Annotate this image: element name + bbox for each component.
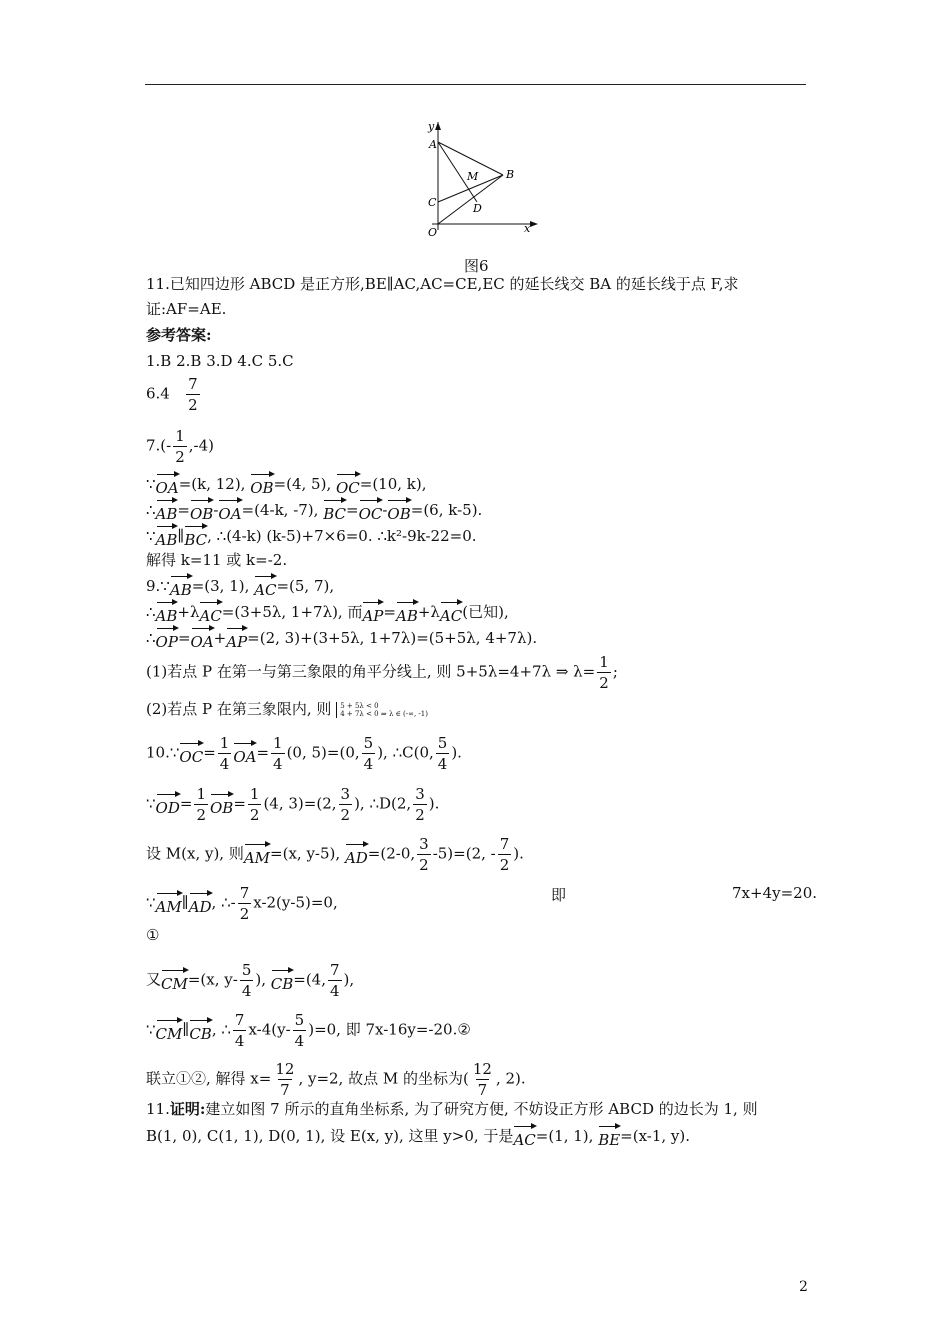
question-11-line1: 11.已知四边形 ABCD 是正方形,BE∥AC,AC=CE,EC 的延长线交 BA 的延长线于点 F,求 bbox=[146, 275, 739, 293]
point-m-label: M bbox=[467, 170, 479, 183]
answers-title: 参考答案: bbox=[146, 326, 212, 344]
fraction: $\frac{1}{2}$ bbox=[175, 427, 185, 466]
x-axis-label: x bbox=[524, 222, 531, 235]
question-11-line2: 证:AF=AE. bbox=[146, 300, 227, 318]
answer-7: 7.(- $\frac{1}{2}$ ,-4) bbox=[146, 427, 215, 466]
answer-10-line2: ∵OD= $\frac{1}{2}$ OB= $\frac{1}{2}$ (4, 3)=(2, $\frac{3}{2}$ ), ∴D(2, $\frac{3}{2}$ ). bbox=[146, 785, 440, 824]
figure-6 bbox=[410, 118, 540, 246]
answer-10-line4: ∵AM∥AD, ∴- $\frac{7}{2}$ x-2(y-5)=0, bbox=[146, 884, 338, 923]
answer-8-line4: 解得 k=11 或 k=-2. bbox=[146, 551, 288, 569]
figure-caption: 图6 bbox=[464, 257, 489, 275]
answer-6: 6.4 $\frac{7}{2}$ bbox=[146, 375, 198, 414]
answer-10-line3: 设 M(x, y), 则AM=(x, y-5), AD=(2-0, $\frac{3}{2}$ -5)=(2, - $\frac{7}{2}$ ). bbox=[146, 835, 524, 874]
answer-11-line1: 11.证明:建立如图 7 所示的直角坐标系, 为了研究方便, 不妨设正方形 ABCD 的边长为 1, 则 bbox=[146, 1100, 758, 1118]
answer-10-line1: 10.∵OC= $\frac{1}{4}$ OA= $\frac{1}{4}$ (0, 5)=(0, $\frac{5}{4}$ ), ∴C(0, $\frac{5}{4}$ ). bbox=[146, 734, 462, 773]
answer-10-line7: ∵CM∥CB, ∴ $\frac{7}{4}$ x-4(y- $\frac{5}{4}$ )=0, 即 7x-16y=-20.② bbox=[146, 1011, 471, 1050]
answer-8-line2: ∴AB=OB-OA=(4-k, -7), BC=OC-OB=(6, k-5). bbox=[146, 498, 482, 524]
fraction: $\frac{1}{2}$ bbox=[599, 653, 609, 692]
answer-9-line2: ∴AB+λAC=(3+5λ, 1+7λ), 而AP=AB+λAC(已知), bbox=[146, 600, 509, 626]
point-c-label: C bbox=[428, 196, 437, 209]
answer-10-line6: 又CM=(x, y- $\frac{5}{4}$ ), CB=(4, $\frac{7}{4}$ ), bbox=[146, 961, 355, 1000]
answer-10-line4-mid: 即 bbox=[551, 886, 567, 904]
point-a-label: A bbox=[429, 138, 437, 151]
answer-10-line8: 联立①②, 解得 x= $\frac{12}{7}$ , y=2, 故点 M 的坐标为( $\frac{12}{7}$ , 2). bbox=[146, 1060, 526, 1099]
point-d-label: D bbox=[473, 202, 482, 215]
fraction: $\frac{7}{2}$ bbox=[188, 375, 198, 414]
answer-8-line1: ∵OA=(k, 12), OB=(4, 5), OC=(10, k), bbox=[146, 472, 427, 498]
answer-1-5: 1.B 2.B 3.D 4.C 5.C bbox=[146, 352, 294, 370]
answer-9-line4: (1)若点 P 在第一与第三象限的角平分线上, 则 5+5λ=4+7λ ⇒ λ= $\frac{1}{2}$ ; bbox=[146, 653, 618, 692]
answer-8-line3: ∵AB∥BC, ∴(4-k) (k-5)+7×6=0. ∴k²-9k-22=0. bbox=[146, 524, 477, 550]
answer-9-line1: 9.∵AB=(3, 1), AC=(5, 7), bbox=[146, 574, 334, 600]
answer-11-line2: B(1, 0), C(1, 1), D(0, 1), 设 E(x, y), 这里 y>0, 于是AC=(1, 1), BE=(x-1, y). bbox=[146, 1124, 690, 1150]
inequality-system: 5 + 5λ < 0 4 + 7λ < 0 ⇒ λ ∈ (-∞, -1) bbox=[336, 702, 428, 718]
answer-10-line5: ① bbox=[146, 926, 160, 944]
answer-10-line4-right: 7x+4y=20. bbox=[732, 884, 818, 902]
point-b-label: B bbox=[506, 168, 515, 181]
header-rule bbox=[145, 84, 806, 85]
answer-9-line5: (2)若点 P 在第三象限内, 则 5 + 5λ < 0 4 + 7λ < 0 ⇒ λ ∈ (-∞, -1) bbox=[146, 700, 428, 718]
page-number: 2 bbox=[799, 1279, 808, 1295]
origin-label: O bbox=[428, 226, 438, 239]
answer-9-line3: ∴OP=OA+AP=(2, 3)+(3+5λ, 1+7λ)=(5+5λ, 4+7λ). bbox=[146, 626, 537, 652]
y-axis-label: y bbox=[428, 120, 435, 133]
